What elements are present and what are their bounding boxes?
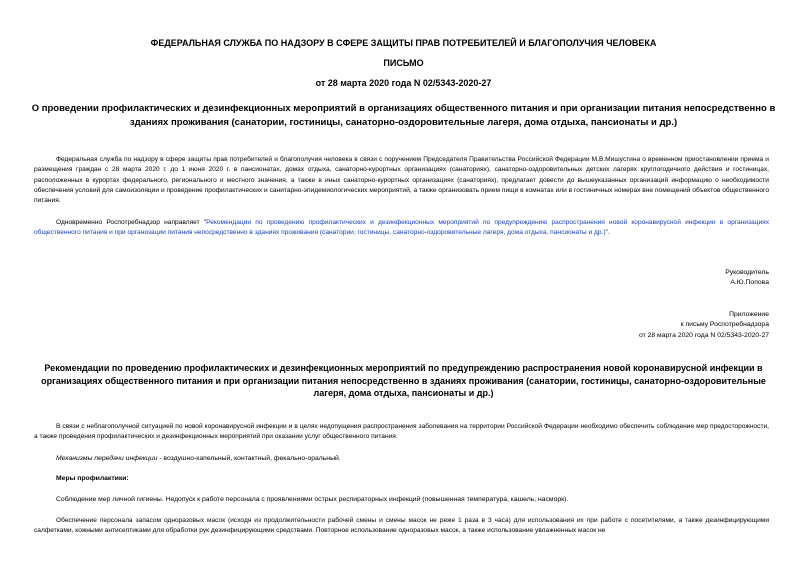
paragraph-1: Федеральная служба по надзору в сфере защиты прав потребителей и благополучия человека в связи с поручением Председателя Правительства Российской Федерации М.В.Мишустина о временном приостановлении приема и размещения граждан с 28 марта 2020 г. до 1 июня 2020 г. в пансионатах, домах отдыха, санаторно-курортных организациях (санаториях), санаторно-оздоровительных детских лагерях круглогодичного действия и гостиницах, расположенных в курортах федерального, регионального и местного значения, а также в иных санаторно-курортных организациях (санаториях), предлагает довести до вышеуказанных организаций информацию о необходимости обеспечения условий для самоизоляции и проведение профилактических и санитарно-эпидемиологических мероприятий, а также организовать прием пищи в комнатах или в гостиничных номерах вне помещений объектов общественного питания. (34, 156, 769, 205)
agency-heading: ФЕДЕРАЛЬНАЯ СЛУЖБА ПО НАДЗОРУ В СФЕРЕ ЗАЩИТЫ ПРАВ ПОТРЕБИТЕЛЕЙ И БЛАГОПОЛУЧИЯ ЧЕЛОВЕКА (150, 38, 657, 48)
paragraph-2 (34, 218, 769, 239)
appendix-label: Приложение (729, 311, 769, 318)
appendix-date-number: от 28 марта 2020 года N 02/5343-2020-27 (638, 331, 769, 339)
transmission-text: - воздушно-капельный, контактный, фекально-оральный. (157, 455, 341, 462)
document-date-number: от 28 марта 2020 года N 02/5343-2020-27 (315, 78, 492, 88)
signatory-position: Руководитель (725, 269, 769, 276)
paragraph-2-suffix: ". (605, 229, 610, 237)
paragraph-2-prefix: Одновременно Роспотребнадзор направляет " (56, 219, 207, 226)
appendix-reference: к письму Роспотребнадзора (680, 321, 769, 329)
recommendations-title: Рекомендации по проведению профилактических и дезинфекционных мероприятий по предупреждению распространения новой коронавирусной инфекции в организациях общественного питания и при организации питания непосредственно в зданиях проживания (санатории, гостиницы, санаторно-оздоровительные лагеря, дома отдыха, пансионаты и др.) (41, 363, 766, 398)
recommendations-link[interactable]: Рекомендации по проведению профилактических и дезинфекционных мероприятий по предупреждению распространения новой коронавирусной инфекции в организациях общественного питания и при организации питания непосредственно в зданиях проживания (санатории, гостиницы, санаторно-оздоровительные лагеря, дома отдыха, пансионаты и др.) (34, 219, 770, 237)
transmission-paragraph (34, 454, 769, 464)
appendix-block (639, 310, 769, 341)
signatory-name: А.Ю.Попова (730, 279, 769, 287)
document-title: О проведении профилактических и дезинфекционных мероприятий в организациях общественного питания и при организации питания непосредственно в зданиях проживания (санатории, гостиницы, санаторно-оздоровительные лагеря, дома отдыха, пансионаты и др.) (31, 103, 776, 128)
recommendations-intro: В связи с неблагополучной ситуацией по новой коронавирусной инфекции и в целях недопущения распространения заболевания на территории Российской Федерации необходимо обеспечить соблюдение мер предосторожности, а также проведения профилактических и дезинфекционных мероприятий при оказании услуг общественного питания. (34, 423, 769, 441)
measure-1: Соблюдение мер личной гигиены. Недопуск к работе персонала с проявлениями острых респираторных инфекций (повышенная температура, кашель, насморк). (56, 496, 569, 503)
transmission-label: Механизмы передачи инфекции (56, 455, 158, 462)
measure-2: Обеспечение персонала запасом одноразовых масок (исходя из продолжительности рабочей смены и смены масок не реже 1 раза в 3 часа) для использования их при работе с посетителями, а также дезинфицирующими салфетками, кожными антисептиками для обработки рук дезинфицирующими средствами. Повторное использование одноразовых масок, а также использование увлажненных масок не (34, 517, 769, 535)
document-type: ПИСЬМО (383, 58, 424, 68)
signature-block (725, 268, 769, 289)
measures-heading: Меры профилактики: (56, 475, 129, 482)
